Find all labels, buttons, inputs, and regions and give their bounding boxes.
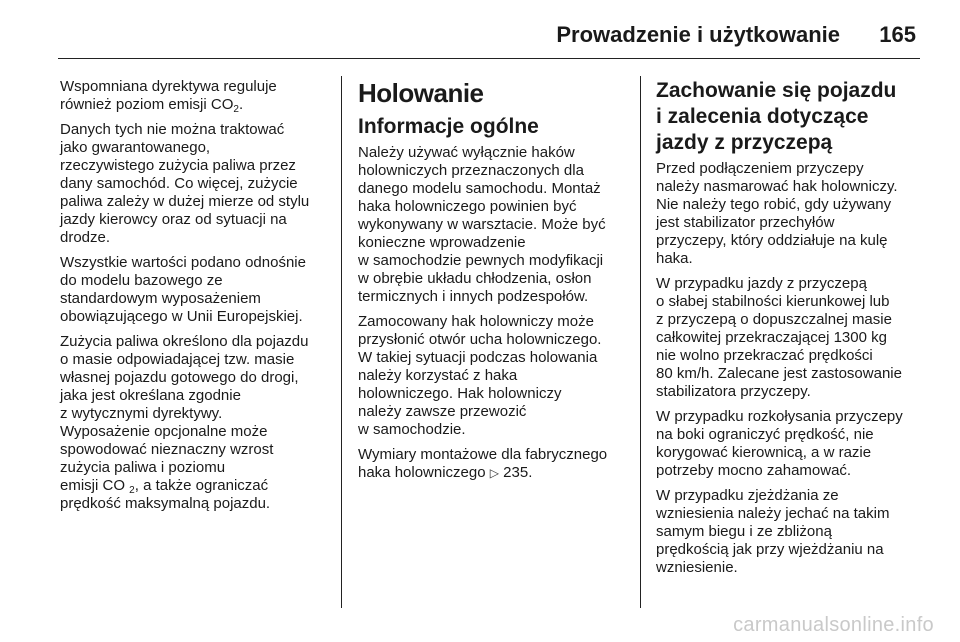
col1-paragraph-3 [60,254,328,326]
page-number: 165 [879,22,916,47]
column-3 [656,78,926,584]
text-span: , a także ograniczać [134,477,269,494]
text-line: wzniesienie. [656,559,738,576]
column-2 [358,78,626,489]
section-heading: Holowanie [358,78,484,108]
col3-paragraph-2 [656,275,926,401]
text-line: Zamocowany hak holowniczy może [358,313,594,330]
text-line: należy nasmarować hak holowniczy. [656,178,898,195]
text-line: Danych tych nie można traktować [60,121,285,138]
text-line: rzeczywistego zużycia paliwa przez [60,157,296,174]
text-line: W takiej sytuacji podczas holowania [358,349,598,366]
text-line: należy zawsze przewozić [358,403,527,420]
text-line: z przyczepą o dopuszczalnej masie [656,311,892,328]
text-line: standardowym wyposażeniem [60,290,261,307]
subsection-heading: Informacje ogólne [358,115,539,138]
text-line: 80 km/h. Zalecane jest zastosowanie [656,365,902,382]
text-line: obowiązującego w Unii Europejskiej. [60,308,303,325]
column-divider-2 [640,76,641,608]
text-line: przysłonić otwór ucha holowniczego. [358,331,602,348]
text-line: całkowitej przekraczającej 1300 kg [656,329,887,346]
col3-paragraph-3 [656,408,926,480]
text-line: potrzeby mocno zahamować. [656,462,852,479]
col2-paragraph-1 [358,144,626,306]
text-line: Wszystkie wartości podano odnośnie [60,254,306,271]
text-line: jako gwarantowanego, [60,139,211,156]
text-line: danego modelu samochodu. Montaż [358,180,601,197]
text-line: konieczne wprowadzenie [358,234,526,251]
section-heading [656,78,926,156]
text-line: Należy używać wyłącznie haków [358,144,575,161]
text-line: termicznych i innych podzespołów. [358,288,589,305]
header-rule [58,58,920,59]
text-line: jazdy kierowcy oraz od sytuacji na [60,211,287,228]
col1-paragraph-4 [60,333,328,513]
watermark: carmanualsonline.info [733,614,934,636]
text-line: wykonywany w warsztacie. Może być [358,216,606,233]
page-reference-number[interactable]: 235. [503,464,533,481]
text-line: prędkość maksymalną pojazdu. [60,495,271,512]
text-line: o słabej stabilności kierunkowej lub [656,293,890,310]
text-line: Nie należy tego robić, gdy używany [656,196,892,213]
text-line: drodze. [60,229,111,246]
text-span: haka holowniczego [358,464,490,481]
page-reference-icon: ▷ [489,466,499,480]
col2-paragraph-3 [358,446,626,482]
text-line: paliwa zależy w dużej mierze od stylu [60,193,310,210]
text-line: holowniczych przeznaczonych dla [358,162,584,179]
text-line: w samochodzie. [358,421,466,438]
column-1 [60,78,328,520]
text-line: Wyposażenie opcjonalne może [60,423,268,440]
text-line: do modelu bazowego ze [60,272,223,289]
text-span: . [238,96,244,113]
col3-paragraph-1 [656,160,926,268]
text-line: własnej pojazdu gotowego do drogi, [60,369,299,386]
subscript: 2 [129,485,135,496]
text-line: W przypadku jazdy z przyczepą [656,275,867,292]
heading-line: Zachowanie się pojazdu [656,79,897,102]
heading-line: jazdy z przyczepą [656,131,833,154]
text-line: wzniesienia należy jechać na takim [656,505,890,522]
heading-line: i zalecenia dotyczące [656,105,869,128]
col1-paragraph-1 [60,78,328,114]
text-line: samym biegu i ze zbliżoną [656,523,832,540]
text-line: spowodować nieznaczny wzrost [60,441,274,458]
text-line: dany samochód. Co więcej, zużycie [60,175,298,192]
text-line: jaka jest określana zgodnie [60,387,241,404]
text-line: haka. [656,250,693,267]
text-line: Przed podłączeniem przyczepy [656,160,864,177]
col2-paragraph-2 [358,313,626,439]
col3-paragraph-4 [656,487,926,577]
text-line: należy korzystać z haka [358,367,518,384]
text-line [60,477,328,495]
text-line: holowniczego. Hak holowniczy [358,385,562,402]
column-divider-1 [341,76,342,608]
text-line: W przypadku zjeżdżania ze [656,487,839,504]
text-line [60,96,328,114]
text-line: stabilizatora przyczepy. [656,383,811,400]
text-line: przyczepy, który oddziałuje na kulę [656,232,888,249]
text-line: na boki ograniczyć prędkość, nie [656,426,874,443]
text-line: W przypadku rozkołysania przyczepy [656,408,903,425]
subscript: 2 [233,104,239,115]
col1-paragraph-2 [60,121,328,247]
text-line: prędkością jak przy wjeżdżaniu na [656,541,884,558]
header-title: Prowadzenie i użytkowanie [556,22,840,47]
text-line: z wytycznymi dyrektywy. [60,405,223,422]
text-line: korygować kierownicą, a w razie [656,444,872,461]
text-line: o masie odpowiadającej tzw. masie [60,351,295,368]
text-line: Zużycia paliwa określono dla pojazdu [60,333,309,350]
text-span: emisji CO [60,477,130,494]
text-line [358,464,626,482]
text-line: w obrębie układu chłodzenia, osłon [358,270,592,287]
text-span: również poziom emisji CO [60,96,234,113]
text-line: w samochodzie pewnych modyfikacji [358,252,604,269]
text-line: haka holowniczego powinien być [358,198,577,215]
text-line: Wspomniana dyrektywa reguluje [60,78,277,95]
text-line: zużycia paliwa i poziomu [60,459,226,476]
text-line: jest stabilizator przechyłów [656,214,835,231]
text-line: nie wolno przekraczać prędkości [656,347,873,364]
text-line: Wymiary montażowe dla fabrycznego [358,446,608,463]
